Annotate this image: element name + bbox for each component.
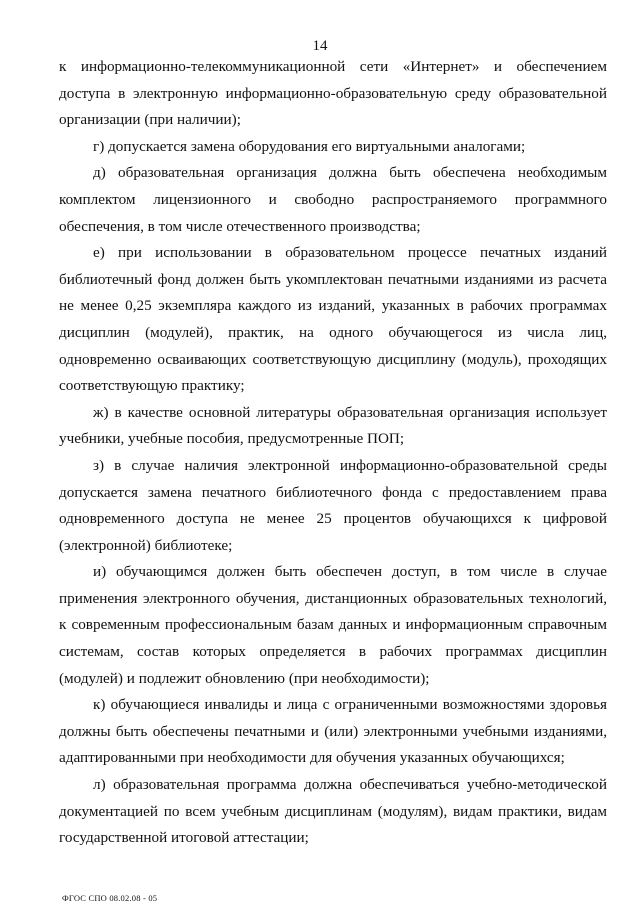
paragraph-continuation: к информационно-телекоммуникационной сети «Интернет» и обеспечением доступа в электронную информационно-образовательную среду образовательной организации (при наличии); (59, 58, 607, 129)
document-body (59, 54, 607, 852)
paragraph-item-z: з) в случае наличия электронной информационно-образовательной среды допускается замена печатного библиотечного фонда с предоставлением права одновременного доступа не менее 25 процентов обучающихся к цифровой (электронной) библиотеке; (59, 456, 607, 554)
paragraph-item-d: д) образовательная организация должна быть обеспечена необходимым комплектом лицензионного и свободно распространяемого программного обеспечения, в том числе отечественного производства; (59, 164, 607, 235)
page-number: 14 (312, 38, 328, 54)
document-footer: ФГОС СПО 08.02.08 - 05 (62, 893, 158, 903)
paragraph-item-zh: ж) в качестве основной литературы образовательная организация использует учебники, учебные пособия, предусмотренные ПОП; (59, 403, 607, 448)
paragraph-item-l: л) образовательная программа должна обеспечиваться учебно-методической документацией по всем учебным дисциплинам (модулям), видам практики, видам государственной итоговой аттестации; (59, 776, 607, 847)
paragraph-item-i: и) обучающимся должен быть обеспечен доступ, в том числе в случае применения электронного обучения, дистанционных образовательных технологий, к современным профессиональным базам данных и информационным справочным системам, состав которых определяется в рабочих программах дисциплин (модулей) и подлежит обновлению (при необходимости); (59, 563, 607, 687)
paragraph-item-k: к) обучающиеся инвалиды и лица с ограниченными возможностями здоровья должны быть обеспечены печатными и (или) электронными учебными изданиями, адаптированными при необходимости для обучения указанных обучающихся; (59, 696, 607, 767)
paragraph-item-g: г) допускается замена оборудования его виртуальными аналогами; (93, 137, 526, 155)
paragraph-item-e: е) при использовании в образовательном процессе печатных изданий библиотечный фонд должен быть укомплектован печатными изданиями из расчета не менее 0,25 экземпляра каждого из изданий, указанных в рабочих программах дисциплин (модулей), практик, на одного обучающегося из числа лиц, одновременно осваивающих соответствующую дисциплину (модуль), проходящих соответствующую практику; (59, 244, 607, 395)
